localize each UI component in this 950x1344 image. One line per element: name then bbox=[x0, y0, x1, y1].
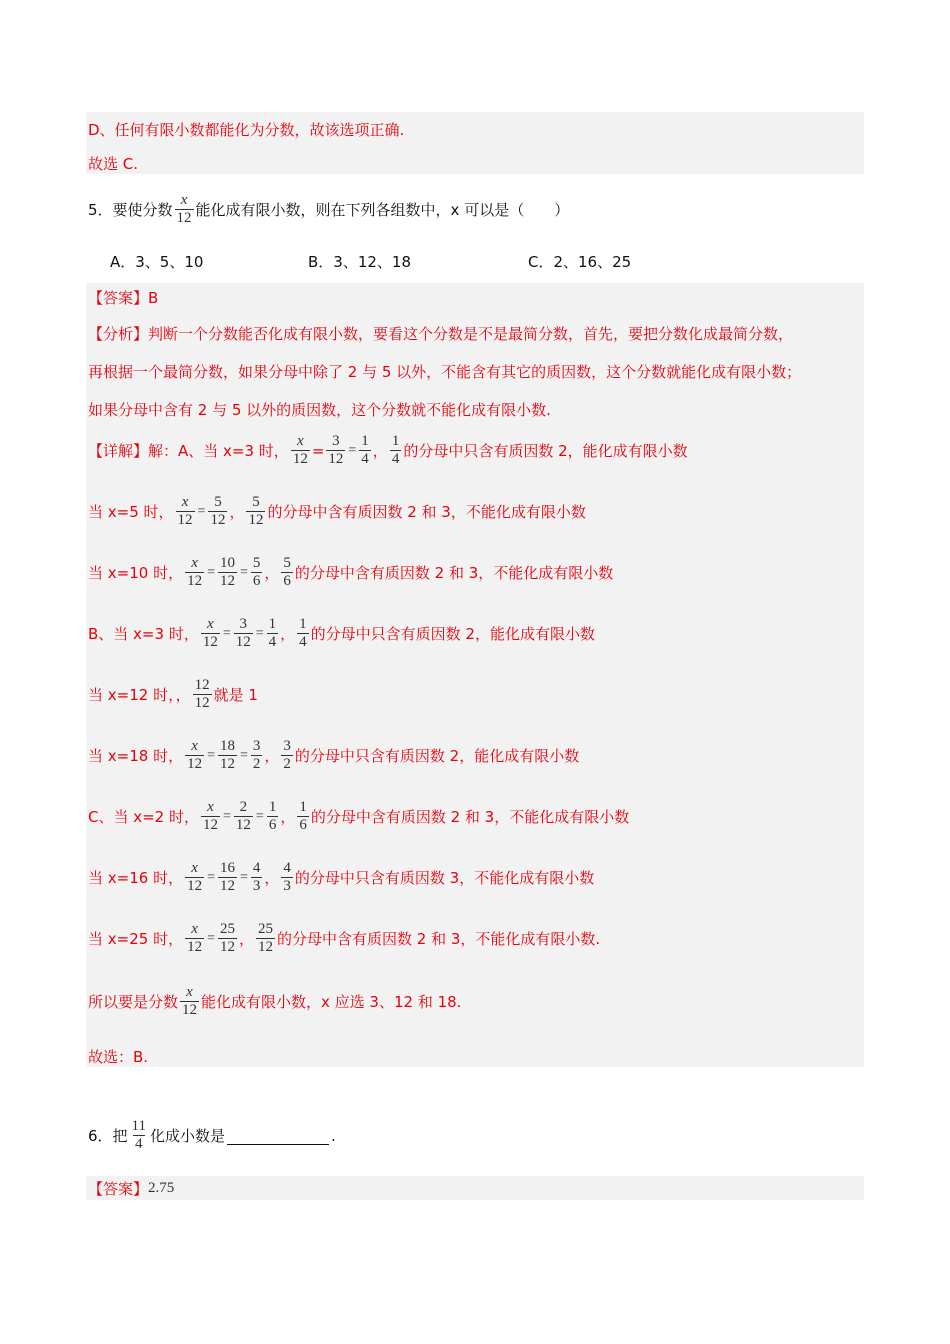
denominator: 4 bbox=[299, 634, 307, 650]
denominator: 4 bbox=[391, 451, 400, 467]
q5-prefix: 5．要使分数 bbox=[88, 201, 173, 219]
denominator: 3 bbox=[283, 878, 291, 894]
q6-fraction bbox=[130, 1118, 148, 1153]
fraction bbox=[234, 799, 253, 834]
denominator: 12 bbox=[203, 817, 218, 833]
numerator: x bbox=[191, 921, 198, 937]
numerator: 3 bbox=[283, 738, 291, 754]
numerator: 16 bbox=[219, 860, 235, 876]
q4-option-d-explanation: D、任何有限小数都能化为分数，故该选项正确. bbox=[88, 121, 405, 139]
numerator: 2 bbox=[239, 799, 248, 815]
denominator: 6 bbox=[268, 817, 277, 833]
fraction bbox=[218, 860, 237, 895]
equals-sign: = bbox=[239, 564, 248, 580]
fraction bbox=[297, 616, 309, 651]
numerator: x bbox=[191, 860, 198, 876]
q5-question bbox=[88, 192, 569, 227]
fraction bbox=[291, 433, 310, 468]
equals-sign: = bbox=[207, 930, 215, 946]
denominator: 4 bbox=[361, 451, 369, 467]
fraction bbox=[281, 860, 293, 895]
fraction bbox=[359, 433, 371, 468]
detail-row-text: 的分母中只含有质因数 2，能化成有限小数 bbox=[294, 747, 580, 765]
numerator: 1 bbox=[361, 433, 369, 449]
detail-row-lead: 当 x=5 时， bbox=[88, 503, 174, 521]
fraction bbox=[185, 921, 204, 956]
numerator: 3 bbox=[239, 616, 247, 632]
q5-answer bbox=[88, 287, 158, 308]
separator: ， bbox=[280, 625, 296, 643]
numerator: x bbox=[191, 555, 198, 571]
fraction bbox=[234, 616, 253, 651]
q5-suffix: 能化成有限小数，则在下列各组数中，x 可以是（ ） bbox=[195, 201, 570, 219]
fraction bbox=[251, 860, 263, 895]
q5-analysis-line-3: 如果分母中含有 2 与 5 以外的质因数，这个分数就不能化成有限小数. bbox=[88, 401, 551, 419]
detail-row-5 bbox=[88, 677, 258, 712]
q5-analysis-line-2: 再根据一个最简分数，如果分母中除了 2 与 5 以外，不能含有其它的质因数，这个分数就能化成有限小数； bbox=[88, 363, 802, 381]
detail-row-lead: 当 x=10 时， bbox=[88, 564, 184, 582]
detail-row-text: 的分母中只含有质因数 2，能化成有限小数 bbox=[310, 625, 595, 643]
analysis-text-1: 判断一个分数能否化成有限小数，要看这个分数是不是最简分数，首先，要把分数化成最简分数， bbox=[148, 325, 794, 343]
numerator: 12 bbox=[194, 677, 210, 693]
fraction bbox=[185, 555, 204, 590]
equals-sign: = bbox=[311, 441, 325, 460]
equals-sign: = bbox=[239, 747, 248, 763]
q5-analysis-line-1 bbox=[88, 323, 793, 344]
fraction bbox=[281, 555, 293, 590]
q6-answer-block bbox=[86, 1176, 864, 1200]
q5-fraction bbox=[175, 192, 194, 227]
denominator: 6 bbox=[252, 573, 261, 589]
fraction bbox=[193, 677, 212, 712]
equals-sign: = bbox=[348, 442, 357, 458]
detail-row-9 bbox=[88, 921, 600, 956]
separator: ， bbox=[264, 564, 280, 582]
fraction bbox=[326, 433, 345, 468]
denominator: 12 bbox=[248, 512, 264, 528]
denominator: 12 bbox=[210, 512, 226, 528]
detail-row-text: 就是 1 bbox=[213, 686, 258, 704]
fraction bbox=[390, 433, 402, 468]
q6-prefix: 6．把 bbox=[88, 1127, 128, 1145]
fraction bbox=[251, 738, 263, 773]
separator: ， bbox=[280, 808, 296, 826]
numerator: 10 bbox=[219, 555, 235, 571]
fraction bbox=[256, 921, 275, 956]
numerator: x bbox=[191, 738, 198, 754]
detail-row-7 bbox=[88, 799, 629, 834]
denominator: 12 bbox=[219, 573, 235, 589]
fraction bbox=[267, 799, 279, 834]
denominator: 12 bbox=[187, 878, 203, 894]
numerator: 25 bbox=[219, 921, 235, 937]
answer-blank bbox=[227, 1126, 329, 1145]
separator: ， bbox=[229, 503, 245, 521]
denominator: 12 bbox=[187, 573, 203, 589]
detail-row-lead: C、当 x=2 时， bbox=[88, 808, 199, 826]
denominator: 12 bbox=[235, 817, 251, 833]
fraction bbox=[267, 616, 279, 651]
equals-sign: = bbox=[255, 625, 264, 641]
q5-final-answer: 故选：B. bbox=[88, 1048, 149, 1066]
numerator: 1 bbox=[299, 616, 307, 632]
answer-tag: 【答案】 bbox=[88, 289, 149, 307]
numerator: x bbox=[207, 799, 214, 815]
detail-row-lead: 当 x=18 时， bbox=[88, 747, 184, 765]
fraction bbox=[281, 738, 293, 773]
detail-row-lead: 当 x=25 时， bbox=[88, 930, 184, 948]
equals-sign: = bbox=[207, 564, 215, 580]
fraction bbox=[246, 494, 265, 529]
q6-question bbox=[88, 1118, 336, 1153]
fraction bbox=[218, 555, 237, 590]
detail-row-lead: 当 x=16 时， bbox=[88, 869, 184, 887]
equals-sign: = bbox=[207, 747, 215, 763]
equals-sign: = bbox=[255, 808, 264, 824]
detail-row-text: 的分母中含有质因数 2 和 3，不能化成有限小数. bbox=[277, 930, 601, 948]
detail-row-lead: B、当 x=3 时， bbox=[88, 625, 199, 643]
detail-row-lead: 解：A、当 x=3 时， bbox=[148, 442, 289, 460]
fraction bbox=[297, 799, 309, 834]
detail-row-text: 的分母中含有质因数 2 和 3，不能化成有限小数 bbox=[294, 564, 614, 582]
answer-value: 2.75 bbox=[148, 1180, 175, 1196]
separator: ， bbox=[372, 442, 388, 460]
q6-fraction-denominator: 4 bbox=[135, 1136, 143, 1152]
numerator: 25 bbox=[258, 921, 273, 937]
analysis-tag: 【分析】 bbox=[88, 325, 149, 343]
equals-sign: = bbox=[222, 625, 231, 641]
detail-row-6 bbox=[88, 738, 579, 773]
numerator: x bbox=[296, 433, 304, 449]
equals-sign: = bbox=[207, 869, 215, 885]
denominator: 12 bbox=[182, 1002, 198, 1018]
numerator: 5 bbox=[214, 494, 222, 510]
equals-sign: = bbox=[197, 503, 206, 519]
numerator: 5 bbox=[283, 555, 291, 571]
denominator: 6 bbox=[283, 573, 291, 589]
detail-row-text: 的分母中含有质因数 2 和 3，不能化成有限小数 bbox=[267, 503, 586, 521]
q5-fraction-numerator: x bbox=[180, 192, 188, 208]
fraction bbox=[251, 555, 263, 590]
numerator: 5 bbox=[252, 494, 260, 510]
fraction bbox=[201, 799, 220, 834]
q5-fraction-denominator: 12 bbox=[176, 210, 192, 226]
separator: ， bbox=[238, 930, 254, 948]
summary-suffix: 能化成有限小数，x 应选 3、12 和 18. bbox=[201, 993, 462, 1011]
q6-suffix: 化成小数是 bbox=[150, 1127, 226, 1145]
q5-option-c: C．2、16、25 bbox=[528, 253, 632, 271]
detail-row-1 bbox=[88, 433, 688, 468]
fraction bbox=[185, 738, 204, 773]
numerator: 1 bbox=[268, 616, 277, 632]
numerator: x bbox=[206, 616, 214, 632]
denominator: 3 bbox=[252, 878, 261, 894]
numerator: x bbox=[186, 984, 193, 1000]
fraction bbox=[218, 921, 237, 956]
equals-sign: = bbox=[239, 869, 248, 885]
detail-row-lead: 当 x=12 时，， bbox=[88, 686, 191, 704]
denominator: 12 bbox=[219, 878, 235, 894]
detail-tag: 【详解】 bbox=[88, 442, 149, 460]
denominator: 2 bbox=[283, 756, 291, 772]
denominator: 12 bbox=[235, 634, 251, 650]
fraction bbox=[201, 616, 220, 651]
numerator: 4 bbox=[283, 860, 291, 876]
q6-end: . bbox=[331, 1126, 336, 1145]
denominator: 12 bbox=[328, 451, 344, 467]
fraction bbox=[185, 860, 204, 895]
fraction bbox=[176, 494, 195, 529]
separator: ， bbox=[264, 747, 280, 765]
numerator: 4 bbox=[252, 860, 261, 876]
numerator: 1 bbox=[391, 433, 400, 449]
answer-value: B bbox=[148, 288, 159, 307]
fraction bbox=[208, 494, 227, 529]
fraction bbox=[180, 984, 199, 1019]
detail-row-text: 的分母中只含有质因数 2，能化成有限小数 bbox=[403, 442, 688, 460]
detail-row-text: 的分母中只含有质因数 3，不能化成有限小数 bbox=[294, 869, 595, 887]
denominator: 12 bbox=[219, 756, 235, 772]
denominator: 12 bbox=[187, 756, 203, 772]
q6-answer bbox=[88, 1178, 174, 1199]
numerator: 1 bbox=[299, 799, 307, 815]
separator: ， bbox=[264, 869, 280, 887]
equals-sign: = bbox=[223, 808, 231, 824]
denominator: 12 bbox=[187, 939, 203, 955]
detail-row-3 bbox=[88, 555, 613, 590]
numerator: x bbox=[181, 494, 189, 510]
summary-prefix: 所以要是分数 bbox=[88, 993, 179, 1011]
detail-row-text: 的分母中含有质因数 2 和 3，不能化成有限小数 bbox=[310, 808, 630, 826]
numerator: 5 bbox=[252, 555, 261, 571]
denominator: 12 bbox=[177, 512, 193, 528]
detail-row-8 bbox=[88, 860, 594, 895]
denominator: 4 bbox=[268, 634, 277, 650]
denominator: 12 bbox=[292, 451, 308, 467]
q5-summary bbox=[88, 984, 461, 1019]
numerator: 3 bbox=[332, 433, 340, 449]
q5-option-b: B．3、12、18 bbox=[308, 253, 412, 271]
denominator: 12 bbox=[258, 939, 273, 955]
numerator: 1 bbox=[268, 799, 277, 815]
answer-tag: 【答案】 bbox=[88, 1180, 149, 1198]
q4-conclusion: 故选 C. bbox=[88, 155, 139, 173]
denominator: 6 bbox=[299, 817, 307, 833]
numerator: 3 bbox=[252, 738, 261, 754]
detail-row-2 bbox=[88, 494, 586, 529]
denominator: 2 bbox=[252, 756, 261, 772]
fraction bbox=[218, 738, 237, 773]
denominator: 12 bbox=[219, 939, 235, 955]
numerator: 18 bbox=[219, 738, 235, 754]
q6-fraction-numerator: 11 bbox=[131, 1118, 146, 1134]
detail-row-4 bbox=[88, 616, 595, 651]
q5-option-a: A．3、5、10 bbox=[110, 253, 204, 271]
denominator: 12 bbox=[202, 634, 218, 650]
denominator: 12 bbox=[194, 695, 210, 711]
